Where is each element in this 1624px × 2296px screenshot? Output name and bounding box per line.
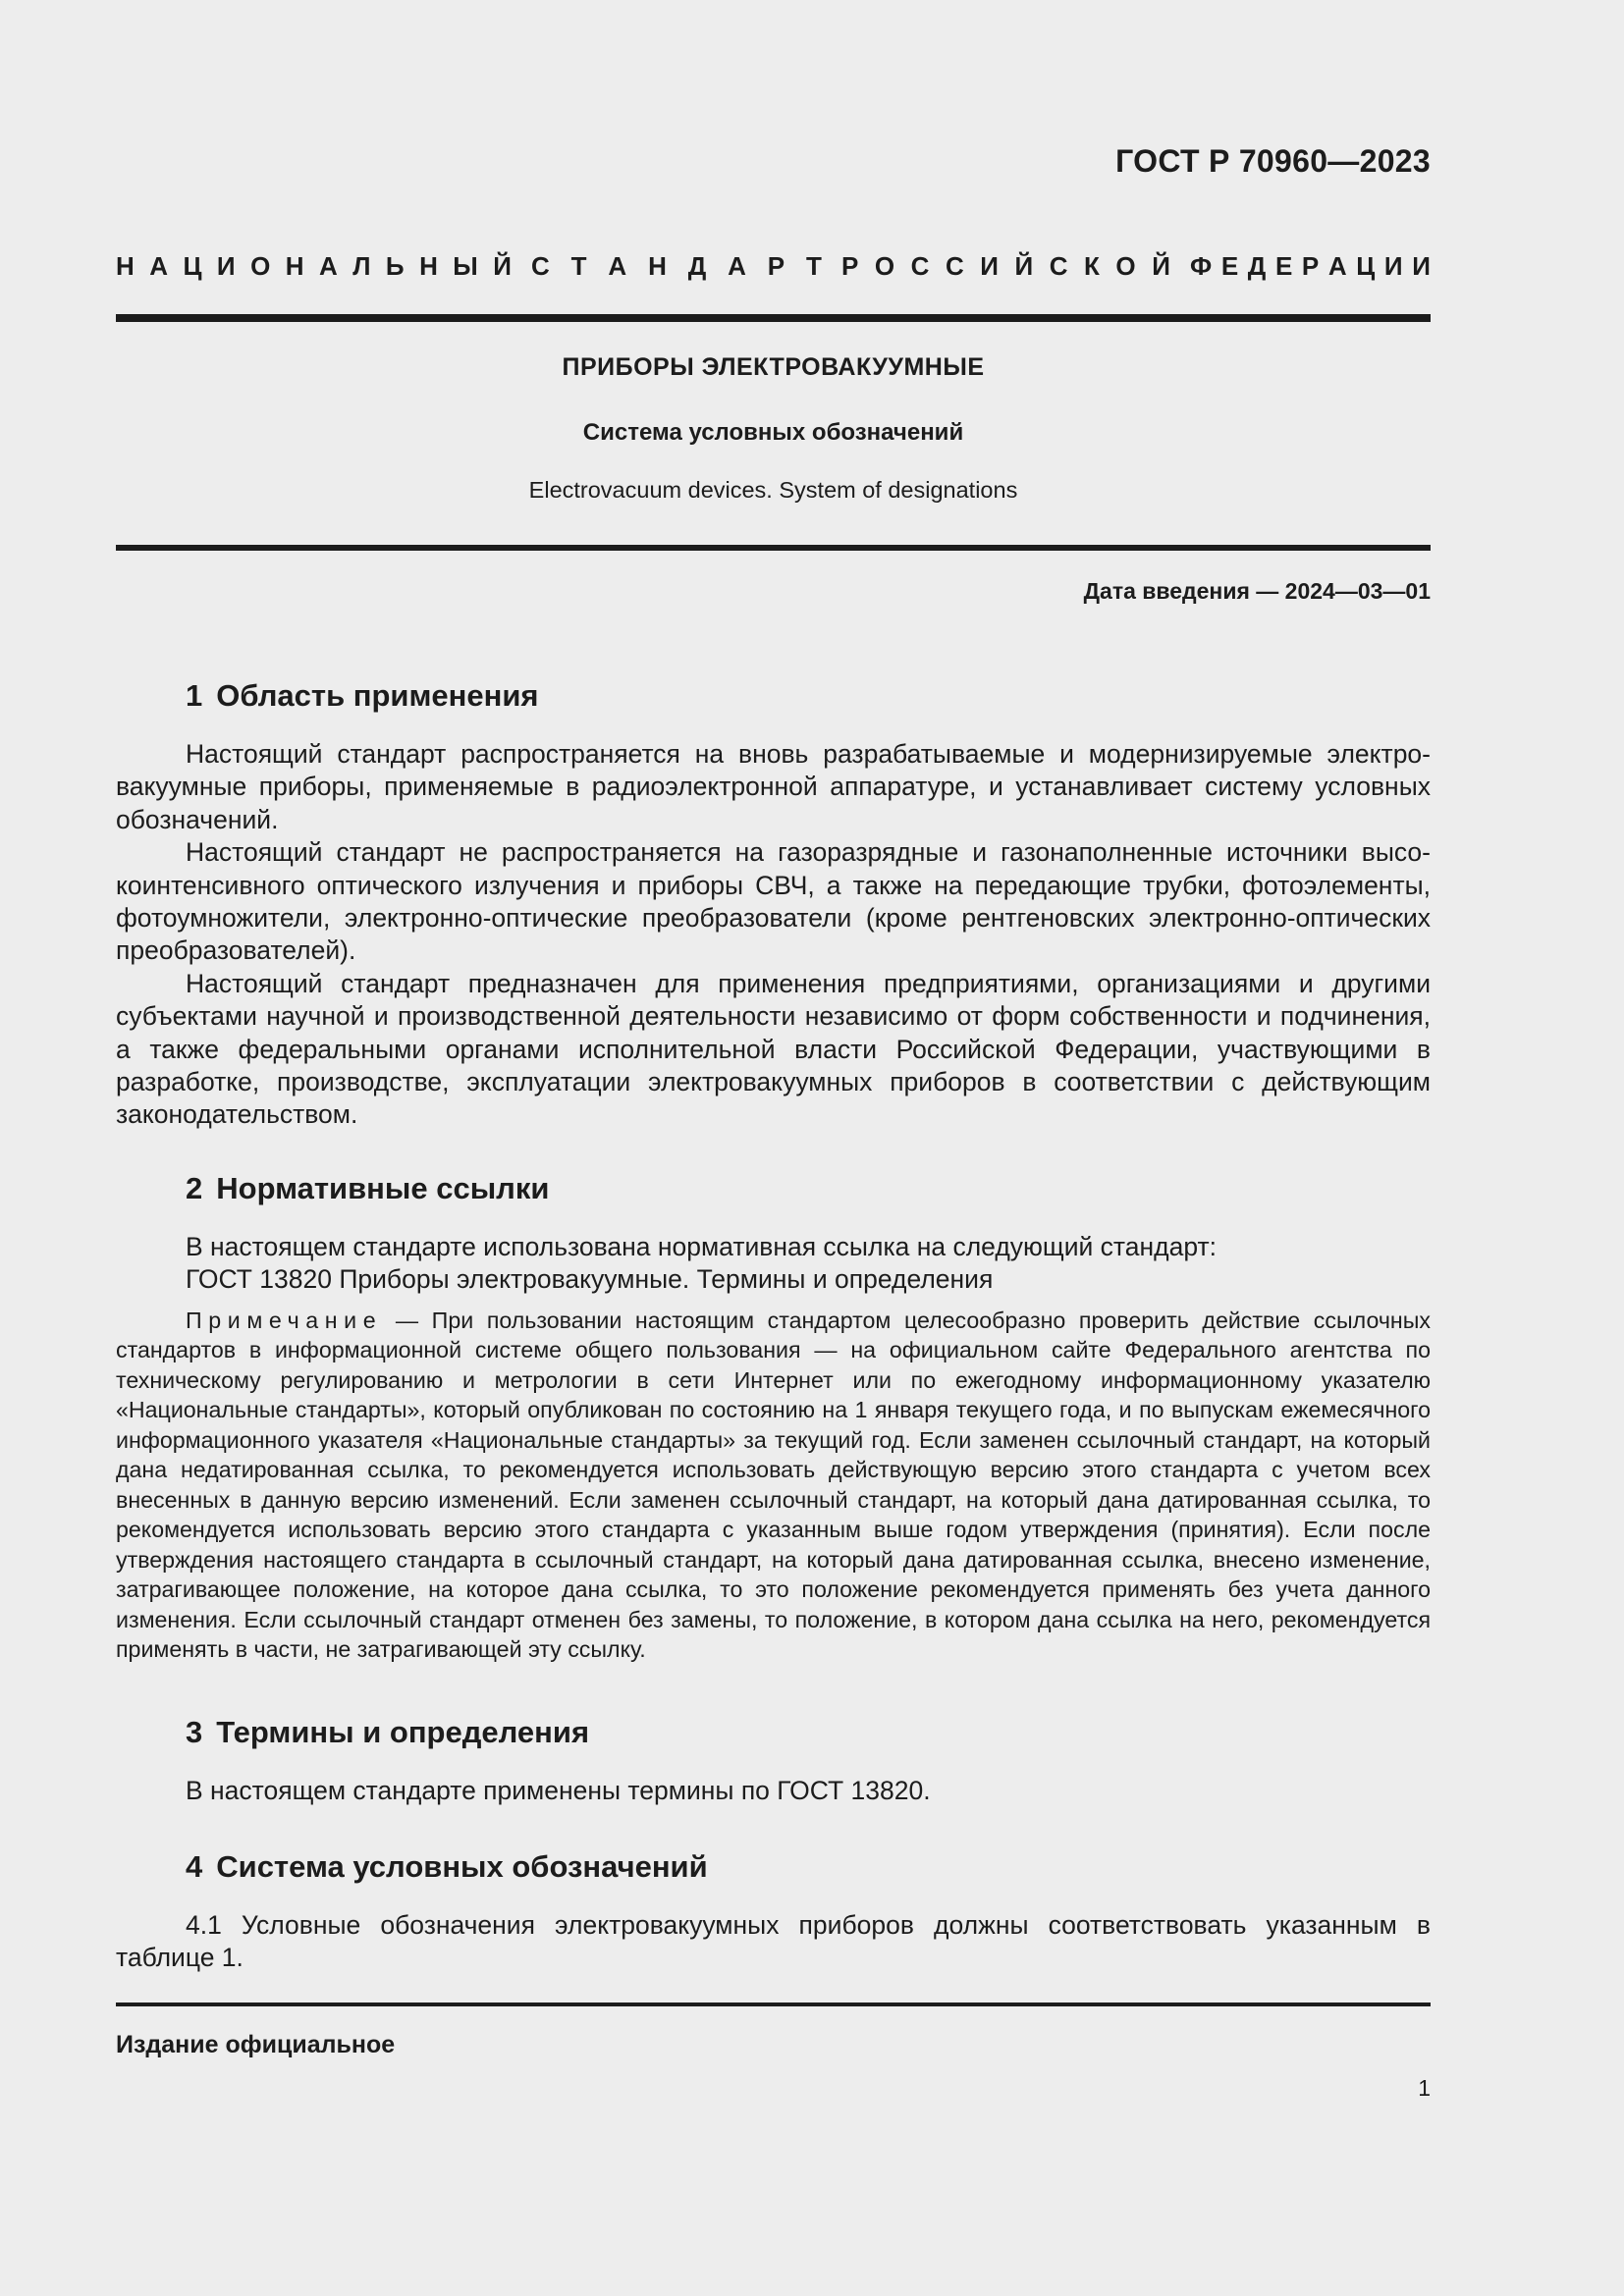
section-number: 4: [186, 1849, 203, 1884]
document-number: ГОСТ Р 70960—2023: [1115, 143, 1431, 179]
section-heading-3: [186, 1715, 589, 1750]
section-title: Система условных обозначений: [216, 1849, 708, 1884]
english-title: Electrovacuum devices. System of designations: [528, 477, 1018, 503]
section-number: 3: [186, 1715, 203, 1749]
official-edition-label: Издание официальное: [116, 2031, 396, 2058]
footer-divider: [116, 2002, 1431, 2006]
national-standard-title: [116, 251, 1431, 282]
note-text: — При пользовании настоящим стандартом целесообразно проверить действие ссылочных стандартов в информационной системе общего пользования — на официальном сайте Федерального агентства по техническому регулированию и метрологии в сети Интернет или по ежегодному информационному указателю «Национальные стандарты», который опубликован по состоянию на 1 января текущего года, и по выпускам ежемесячного информационного указателя «Национальные стандарты» за текущий год. Если заменен ссылочный стандарт, на который дана недатированная ссылка, то рекомендуется использовать действующую версию этого стандарта с учетом всех внесенных в данную версию изменений. Если заменен ссылочный стандарт, на который дана датированная ссылка, то рекомендуется использовать версию этого стандарта с указанным выше годом утверждения (принятия). Если после утверждения настоящего стандарта в ссылочный стандарт, на который дана датированная ссылка, внесено изменение, затрагивающее положение, на которое дана ссылка, то это положение рекомендуется применять без учета данного изменения. Если ссылочный стандарт отменен без замены, то положение, в котором дана ссылка на него, рекомендуется применять в части, не затрагивающей эту ссылку.: [116, 1307, 1431, 1663]
standard-title: ПРИБОРЫ ЭЛЕКТРОВАКУУМНЫЕ: [562, 353, 985, 381]
national-title-word: Н А Ц И О Н А Л Ь Н Ы Й: [116, 251, 512, 281]
introduction-date: Дата введения — 2024—03—01: [1083, 578, 1431, 604]
section-number: 1: [186, 678, 203, 713]
section-2-body: [116, 1231, 1431, 1665]
section-3-body: [116, 1775, 1431, 1807]
section-heading-4: [186, 1849, 708, 1885]
national-title-word: Ф Е Д Е Р А Ц И И: [1190, 251, 1431, 281]
note-label: Примечание: [186, 1307, 383, 1333]
page-number: 1: [1418, 2075, 1431, 2101]
paragraph: Настоящий стандарт предназначен для применения предприятиями, организациями и другими субъектами научной и производственной деятельности независимо от форм собственности и подчинения, а также федеральными органами исполнительной власти Российской Федерации, участвующими в разработке, производстве, эксплуатации электровакуумных приборов в соответствии с действующим законодательством.: [116, 968, 1431, 1130]
paragraph: В настоящем стандарте применены термины по ГОСТ 13820.: [186, 1776, 931, 1805]
reference-item: ГОСТ 13820 Приборы электровакуумные. Термины и определения: [186, 1264, 994, 1295]
section-heading-2: [186, 1171, 549, 1206]
section-4-body: [116, 1909, 1431, 1975]
standard-subtitle: Система условных обозначений: [582, 419, 964, 446]
note-paragraph: [116, 1306, 1431, 1665]
title-divider: [116, 545, 1431, 551]
paragraph: Настоящий стандарт распространяется на вновь разрабатываемые и модернизируемые электровакуумные приборы, применяемые в радиоэлектронной аппаратуре, и устанавливает систему условных обозначений.: [116, 739, 1431, 834]
paragraph: В настоящем стандарте использована нормативная ссылка на следующий стандарт:: [186, 1232, 1217, 1261]
section-title: Область применения: [216, 678, 539, 713]
national-title-word: С Т А Н Д А Р Т: [531, 251, 822, 281]
section-number: 2: [186, 1171, 203, 1205]
national-title-word: Р О С С И Й С К О Й: [841, 251, 1170, 281]
section-title: Нормативные ссылки: [216, 1171, 550, 1205]
paragraph: 4.1 Условные обозначения электровакуумных приборов должны соответствовать указанным в таблице 1.: [116, 1910, 1431, 1973]
top-divider: [116, 314, 1431, 322]
section-heading-1: [186, 678, 539, 714]
section-title: Термины и определения: [216, 1715, 590, 1749]
paragraph: Настоящий стандарт не распространяется на газоразрядные и газонаполненные источники высокоинтенсивного оптического излучения и приборы СВЧ, а также на передающие трубки, фотоэлементы, фотоумножители, электронно-оптические преобразователи (кроме рентгеновских электронно-оптических преобразователей).: [116, 837, 1431, 966]
section-1-body: [116, 738, 1431, 1132]
